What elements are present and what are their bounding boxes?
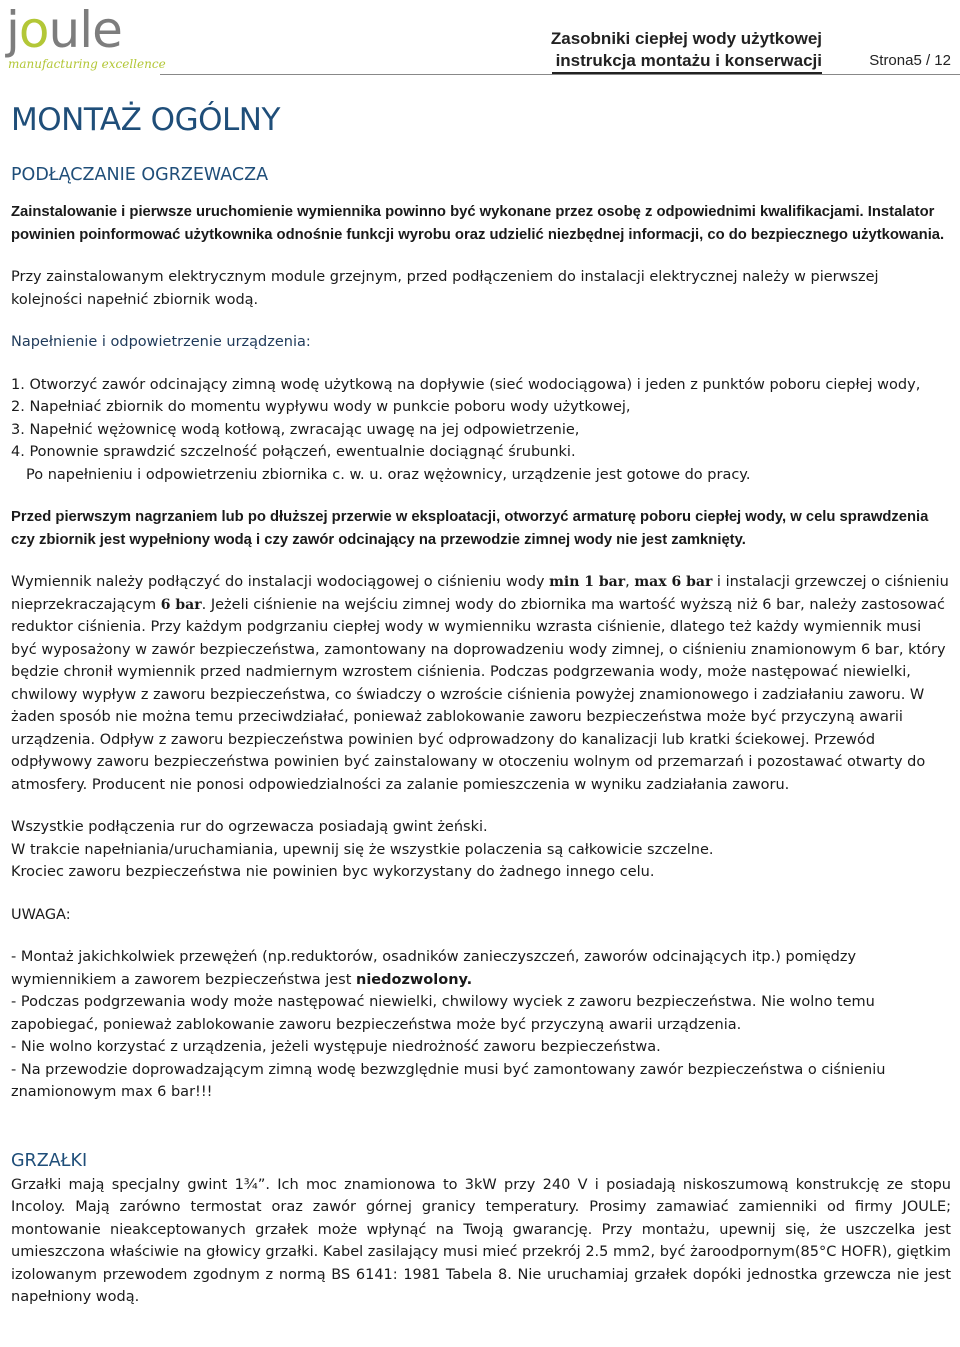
min-pressure: min 1 bar [549,574,626,590]
list-item: - Na przewodzie doprowadzającym zimną wodę bezwzględnie musi być zamontowany zawór bezpieczeństwa o ciśnieniu znamionowym max 6 bar!!! [11,1061,886,1100]
page-number: Strona5 / 12 [869,52,951,69]
heating-pressure: 6 bar [160,596,202,613]
list-item: 1. Otworzyć zawór odcinający zimną wodę użytkową na dopływie (sieć wodociągowa) i jeden z punktów poboru ciepłej wody, [11,376,921,393]
list-item: 2. Napełniać zbiornik do momentu wypływu wody w punkcie poboru wody użytkowej, [11,399,631,415]
subsection-heading: PODŁĄCZANIE OGRZEWACZA [11,165,269,185]
logo-tagline: manufacturing excellence [8,57,166,71]
connection-line: Krociec zaworu bezpieczeństwa nie powinien byc wykorzystany do żadnego innego celu. [11,864,655,880]
steps-list [11,374,951,487]
list-item: - Nie wolno korzystać z urządzenia, jeżeli występuje niedrożność zaworu bezpieczeństwa. [11,1039,661,1055]
intro-paragraph: Zainstalowanie i pierwsze uruchomienie wymiennika powinno być wykonane przez osobę z odpowiednimi kwalifikacjami. Instalator powinien poinformować użytkownika odnośnie funkcji wyrobu oraz udzielić niezbędnej informacji, co do bezpiecznego użytkowania. [11,204,945,243]
module-paragraph: Przy zainstalowanym elektrycznym module grzejnym, przed podłączeniem do instalacji elektrycznej należy w pierwszej kolejności napełnić zbiornik wodą. [11,269,879,308]
list-item: - Montaż jakichkolwiek przewężeń (np.reduktorów, osadników zanieczyszczeń, zaworów odcinających itp.) pomiędzy wymiennikiem a zaworem bezpieczeństwa jest niedozwolony. [11,949,857,988]
page-header [0,0,960,78]
page-content [11,100,951,1309]
heaters-heading: GRZAŁKI [11,1150,88,1171]
heaters-paragraph: Grzałki mają specjalny gwint 1¾”. Ich moc znamionowa to 3kW przy 240 V i posiadają niskoszumową konstrukcję ze stopu Incoloy. Mają zarówno termostat oraz zawór górnej granicy temperatury. Prosimy zamawiać zamienniki od firmy JOULE; montowanie nieakceptowanych grzałek może wpłynąć na Twoją gwarancję. Przy montażu, upewnij się, że uszczelka jest umieszczona właściwie na głowicy grzałki. Kabel zasilający musi mieć przekrój 2.5 mm2, być żaroodpornym(85°C HOFR), giętkim izolowanym przewodem zgodnym z normą BS 6141: 1981 Tabela 8. Nie uruchamiaj grzałek dopóki jednostka grzewcza nie jest napełniony wodą. [11,1176,951,1305]
logo-letter-j: j [6,1,19,59]
logo-letters-ule: ule [48,1,122,59]
max-pressure: max 6 bar [634,574,713,590]
logo-letter-o: o [18,1,49,59]
pressure-paragraph: Wymiennik należy podłączyć do instalacji wodociągowej o ciśnieniu wody min 1 bar, max 6 bar i instalacji grzewczej o ciśnieniu nieprzekraczającym 6 bar. Jeżeli ciśnienie na wejściu zimnej wody do zbiornika ma wartość wyższą niż 6 bar, należy zastosować reduktor ciśnienia. Przy każdym podgrzaniu ciepłej wody w wymienniku wzrasta ciśnienie, dlatego też każdy wymiennik musi być wyposażony w zawór bezpieczeństwa, zamontowany na doprowadzeniu wody zimnej, o ciśnieniu znamionowym 6 bar, który będzie chronił wymiennik przed nadmiernym wzrostem ciśnienia. Podczas podgrzewania wody, może następować niewielki, chwilowy wypływ z zaworu bezpieczeństwa, co świadczy o wzroście ciśnienia powyżej znamionowego i zadziałaniu zaworu. W żaden sposób nie można temu przeciwdziałać, ponieważ zablokowanie zaworu bezpieczeństwa może być przyczyną awarii urządzenia. Odpływ z zaworu bezpieczeństwa powinien być odprowadzony do kanalizacji lub kratki ściekowej. Przewód odpływowy zaworu bezpieczeństwa powinien być zainstalowany w otoczeniu wolnym od przemarzań i pozostawać otwarty do atmosfery. Producent nie ponosi odpowiedzialności za zalanie pomieszczenia w wyniku zadziałania zaworu. [11,574,949,793]
document-title [551,28,822,72]
document-title-line-1: Zasobniki ciepłej wody użytkowej [550,29,822,48]
section-heading: MONTAŻ OGÓLNY [11,102,280,138]
joule-logo [6,1,166,71]
connections-block [11,816,951,884]
list-item: 3. Napełnić wężownicę wodą kotłową, zwracając uwagę na jej odpowietrzenie, [11,421,580,438]
list-item: - Podczas podgrzewania wody może następować niewielki, chwilowy wyciek z zaworu bezpieczeństwa. Nie wolno temu zapobiegać, ponieważ zablokowanie zaworu bezpieczeństwa może być przyczyną awarii urządzenia. [11,994,875,1033]
uwaga-list [11,946,951,1104]
document-title-line-2: instrukcja montażu i konserwacji [555,51,822,70]
warning-paragraph: Przed pierwszym nagrzaniem lub po dłuższej przerwie w eksploatacji, otworzyć armaturę poboru ciepłej wody, w celu sprawdzenia czy zbiornik jest wypełniony wodą i czy zawór odcinający na przewodzie zimnej wody nie jest zamknięty. [11,509,929,548]
uwaga-label: UWAGA: [11,906,71,923]
fill-heading: Napełnienie i odpowietrzenie urządzenia: [11,334,311,350]
connection-line: W trakcie napełniania/uruchamiania, upewnij się że wszystkie polaczenia są całkowicie szczelne. [11,841,714,858]
connection-line: Wszystkie podłączenia rur do ogrzewacza posiadają gwint żeński. [11,819,488,835]
title-underline [552,72,822,74]
steps-note: Po napełnieniu i odpowietrzeniu zbiornika c. w. u. oraz wężownicy, urządzenie jest gotowe do pracy. [26,466,751,483]
header-divider [160,74,960,75]
list-item: 4. Ponownie sprawdzić szczelność połączeń, ewentualnie dociągnąć śrubunki. [11,444,576,460]
